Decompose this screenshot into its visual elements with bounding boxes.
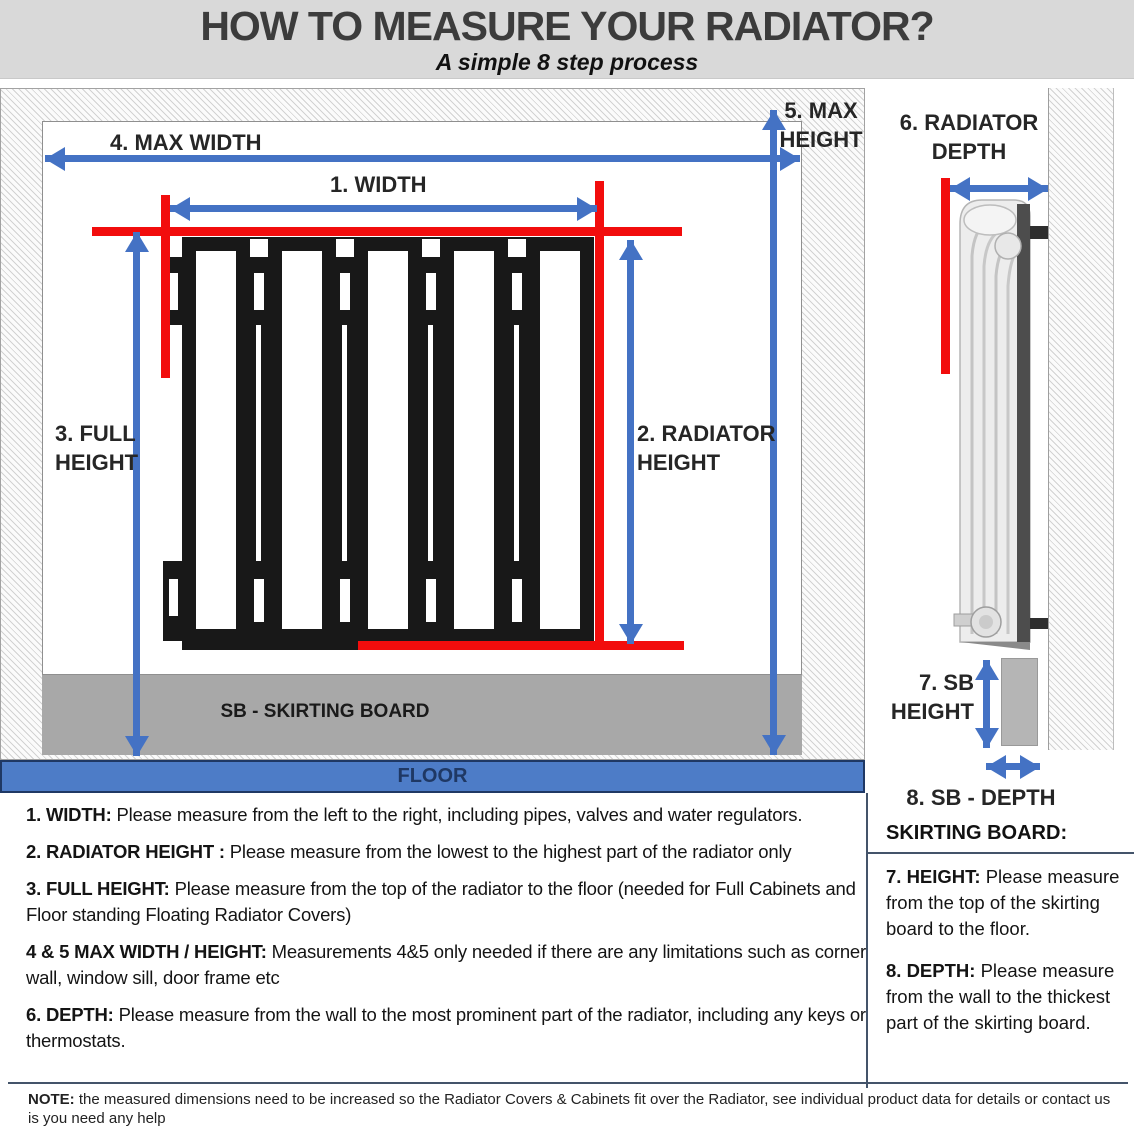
skirting-note-item xyxy=(886,958,1128,1036)
sb-height-label-line1: 7. SB xyxy=(918,670,974,695)
radiator-front-drawing xyxy=(162,230,602,650)
wall-pipe-bottom xyxy=(1030,618,1048,629)
skirting-note-item xyxy=(886,864,1128,942)
instruction-lead: 6. DEPTH: xyxy=(26,1004,114,1025)
skirting-note-lead: 7. HEIGHT: xyxy=(886,866,981,887)
full-height-label xyxy=(55,419,138,477)
note-text: the measured dimensions need to be increased so the Radiator Covers & Cabinets fit over the Radiator, see individual product data for details or contact us is you need any help xyxy=(28,1091,1111,1127)
floor-band xyxy=(0,760,865,793)
radiator-side-photo xyxy=(952,194,1048,658)
sb-height-arrow xyxy=(983,660,990,748)
skirting-note-lead: 8. DEPTH: xyxy=(886,960,976,981)
width-arrow xyxy=(170,205,597,212)
full-height-arrow xyxy=(133,232,140,756)
instruction-lead: 1. WIDTH: xyxy=(26,804,112,825)
instruction-lead: 4 & 5 MAX WIDTH / HEIGHT: xyxy=(26,941,267,962)
skirting-note-text: Please measure from the top of the skirting board to the floor. xyxy=(886,866,1120,939)
instruction-item xyxy=(26,802,868,828)
note-lead: NOTE: xyxy=(28,1091,75,1108)
sb-depth-arrow xyxy=(986,763,1040,770)
skirting-notes-list xyxy=(886,864,1128,1052)
radiator-height-label-line2: HEIGHT xyxy=(637,450,721,475)
radiator-depth-label xyxy=(893,108,1045,166)
radiator-depth-label-line2: DEPTH xyxy=(931,139,1007,164)
wall-pipe-top xyxy=(1030,226,1048,239)
radiator-depth-arrow xyxy=(950,185,1048,192)
skirting-note-text: Please measure from the wall to the thickest part of the skirting board. xyxy=(886,960,1115,1033)
header xyxy=(0,0,1134,79)
red-marker-right-line xyxy=(595,181,604,650)
red-marker-left-line xyxy=(161,195,170,378)
instructions-list xyxy=(26,802,868,1065)
skirting-board-side-view xyxy=(1001,658,1038,746)
instruction-item xyxy=(26,839,868,865)
radiator-height-label-line1: 2. RADIATOR xyxy=(637,421,776,446)
sb-depth-label: 8. SB - DEPTH xyxy=(906,785,1056,810)
footer-note xyxy=(28,1090,1124,1128)
instruction-text: Please measure from the lowest to the highest part of the radiator only xyxy=(229,841,792,862)
instruction-lead: 3. FULL HEIGHT: xyxy=(26,878,170,899)
sb-height-label-line2: HEIGHT xyxy=(890,699,974,724)
instruction-text: Please measure from the top of the radiator to the floor (needed for Full Cabinets and Floor standing Floating Radiator Covers) xyxy=(26,878,856,925)
instruction-item xyxy=(26,939,868,991)
red-marker-depth-line xyxy=(941,178,950,374)
radiator-top-opening xyxy=(964,205,1016,235)
sb-height-label xyxy=(872,668,974,726)
skirting-notes-heading: SKIRTING BOARD: xyxy=(886,822,1068,844)
side-view-wall xyxy=(1048,88,1114,750)
instruction-text: Please measure from the wall to the most prominent part of the radiator, including any keys or thermostats. xyxy=(26,1004,866,1051)
max-height-label xyxy=(779,96,863,154)
radiator-depth-label-line1: 6. RADIATOR xyxy=(899,110,1039,135)
max-width-label: 4. MAX WIDTH xyxy=(110,130,262,155)
skirting-board-label: SB - SKIRTING BOARD xyxy=(220,701,430,722)
skirting-notes-divider xyxy=(867,852,1134,854)
width-label: 1. WIDTH xyxy=(330,172,427,197)
radiator-height-label xyxy=(637,419,776,477)
max-height-label-line2: HEIGHT xyxy=(779,127,863,152)
page-title: HOW TO MEASURE YOUR RADIATOR? xyxy=(200,3,934,49)
full-height-label-line2: HEIGHT xyxy=(55,450,139,475)
red-marker-top-line xyxy=(92,227,682,236)
max-height-label-line1: 5. MAX xyxy=(784,98,858,123)
instruction-item xyxy=(26,876,868,928)
full-height-label-line1: 3. FULL xyxy=(55,421,136,446)
bleed-valve xyxy=(995,233,1021,259)
page-subtitle: A simple 8 step process xyxy=(435,49,699,75)
vertical-divider xyxy=(866,793,868,1088)
radiator-side-edge xyxy=(1017,204,1030,642)
instruction-text: Please measure from the left to the right, including pipes, valves and water regulators. xyxy=(116,804,803,825)
floor-label: FLOOR xyxy=(397,765,468,787)
instruction-text: Measurements 4&5 only needed if there are any limitations such as corner wall, window sill, door frame etc xyxy=(26,941,866,988)
instruction-lead: 2. RADIATOR HEIGHT : xyxy=(26,841,225,862)
instruction-item xyxy=(26,1002,868,1054)
note-divider xyxy=(8,1082,1128,1084)
radiator-height-arrow xyxy=(627,240,634,644)
